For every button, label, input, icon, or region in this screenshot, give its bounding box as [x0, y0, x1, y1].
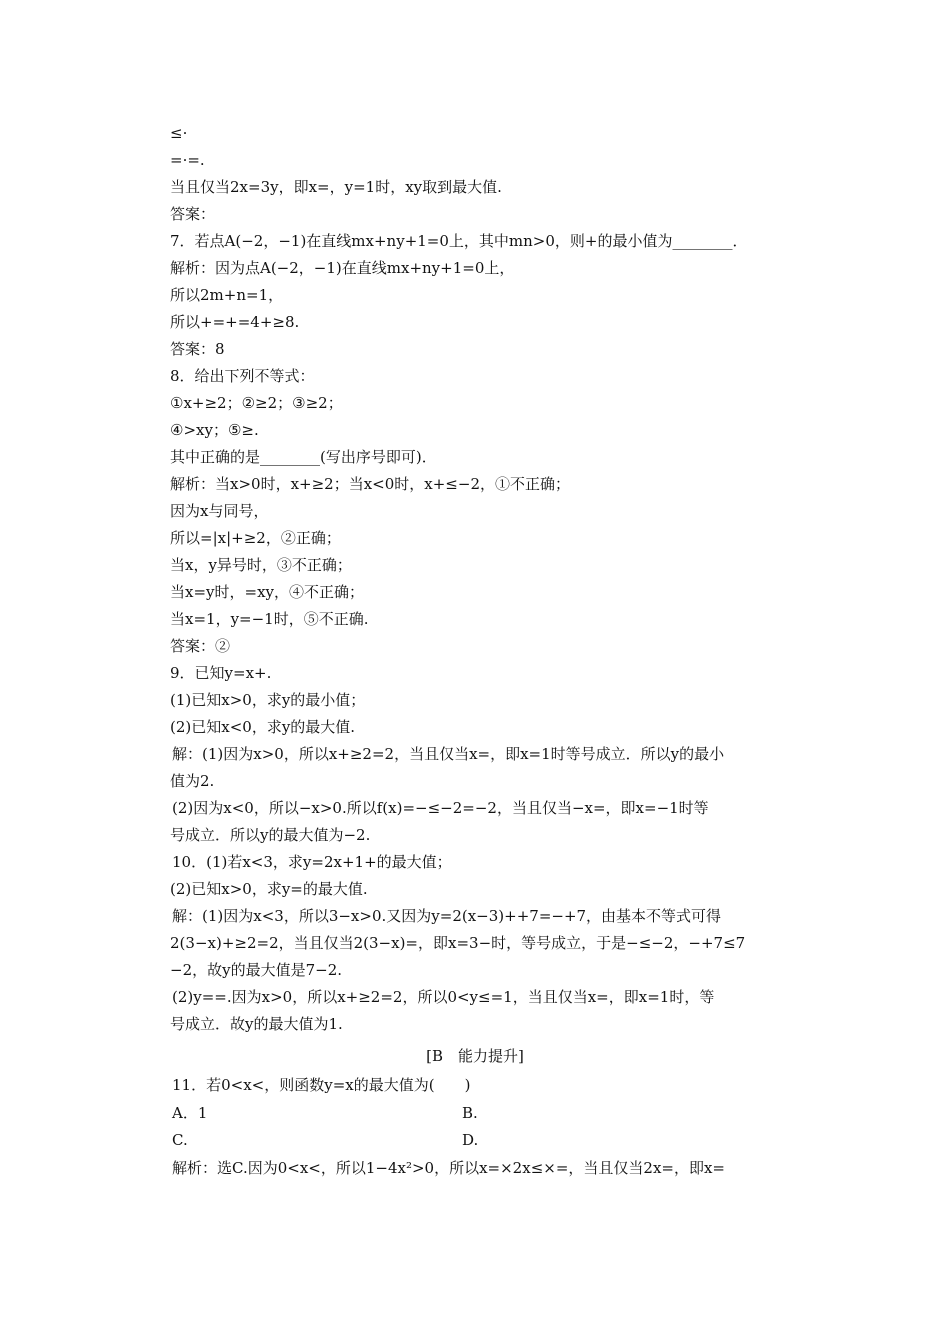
section-title: [B 能力提升]	[426, 1047, 524, 1065]
text-line: 号成立．所以y的最大值为−2.	[170, 826, 371, 844]
text-line: (1)已知x>0，求y的最小值；	[170, 691, 366, 709]
solution-line: (2)y==.因为x>0，所以x+≥2=2，所以0<y≤=1，当且仅当x=，即x=1时，等	[172, 988, 715, 1006]
text-line: 所以2m+n=1，	[170, 286, 284, 304]
text-line: 因为x与同号，	[170, 502, 269, 520]
text-line: 当x=y时，=xy，④不正确；	[170, 583, 365, 601]
text-line: 值为2.	[170, 772, 215, 790]
text-line: 所以+=+=4+≥8.	[170, 313, 300, 331]
option-d: D.	[462, 1131, 479, 1149]
option-a: A．1	[172, 1104, 208, 1122]
solution-line: 解：(1)因为x>0，所以x+≥2=2，当且仅当x=，即x=1时等号成立．所以y的最小	[172, 745, 725, 763]
text-line: 当且仅当2x=3y，即x=，y=1时，xy取到最大值.	[170, 178, 502, 196]
text-line: −2，故y的最大值是7−2.	[170, 961, 343, 979]
question-11: 11．若0<x<，则函数y=x的最大值为( )	[172, 1076, 471, 1094]
question-7: 7．若点A(−2，−1)在直线mx+ny+1=0上，其中mn>0，则+的最小值为________．	[170, 232, 748, 250]
solution-line: 解析：选C.因为0<x<，所以1−4x²>0，所以x=×2x≤×=，当且仅当2x=，即x=	[172, 1159, 725, 1177]
text-line: ④>xy；⑤≥.	[170, 421, 259, 439]
text-line: (2)已知x<0，求y的最大值.	[170, 718, 356, 736]
text-line: 当x，y异号时，③不正确；	[170, 556, 352, 574]
option-b: B.	[462, 1104, 478, 1122]
text-line: 解析：当x>0时，x+≥2；当x<0时，x+≤−2，①不正确；	[170, 475, 570, 493]
text-line: 所以=|x|+≥2，②正确；	[170, 529, 341, 547]
answer-line: 答案：	[170, 205, 216, 223]
text-line: 号成立．故y的最大值为1.	[170, 1015, 343, 1033]
text-line: ≤·	[170, 124, 188, 142]
text-line: =·=.	[170, 151, 205, 169]
text-line: 解析：因为点A(−2，−1)在直线mx+ny+1=0上，	[170, 259, 515, 277]
question-10: 10．(1)若x<3，求y=2x+1+的最大值；	[172, 853, 452, 871]
answer-line: 答案：②	[170, 637, 231, 655]
solution-line: (2)因为x<0，所以−x>0.所以f(x)=−≤−2=−2，当且仅当−x=，即x=−1时等	[172, 799, 709, 817]
option-c: C.	[172, 1131, 188, 1149]
answer-line: 答案：8	[170, 340, 225, 358]
text-line: ①x+≥2；②≥2；③≥2；	[170, 394, 343, 412]
question-8: 8．给出下列不等式：	[170, 367, 315, 385]
text-line: 2(3−x)+≥2=2，当且仅当2(3−x)=，即x=3−时，等号成立，于是−≤−2，−+7≤7	[170, 934, 746, 952]
solution-line: 解：(1)因为x<3，所以3−x>0.又因为y=2(x−3)++7=−+7，由基本不等式可得	[172, 907, 722, 925]
text-line: (2)已知x>0，求y=的最大值.	[170, 880, 368, 898]
text-line: 当x=1，y=−1时，⑤不正确.	[170, 610, 369, 628]
text-line: 其中正确的是________(写出序号即可)．	[170, 448, 437, 466]
question-9: 9．已知y=x+.	[170, 664, 272, 682]
